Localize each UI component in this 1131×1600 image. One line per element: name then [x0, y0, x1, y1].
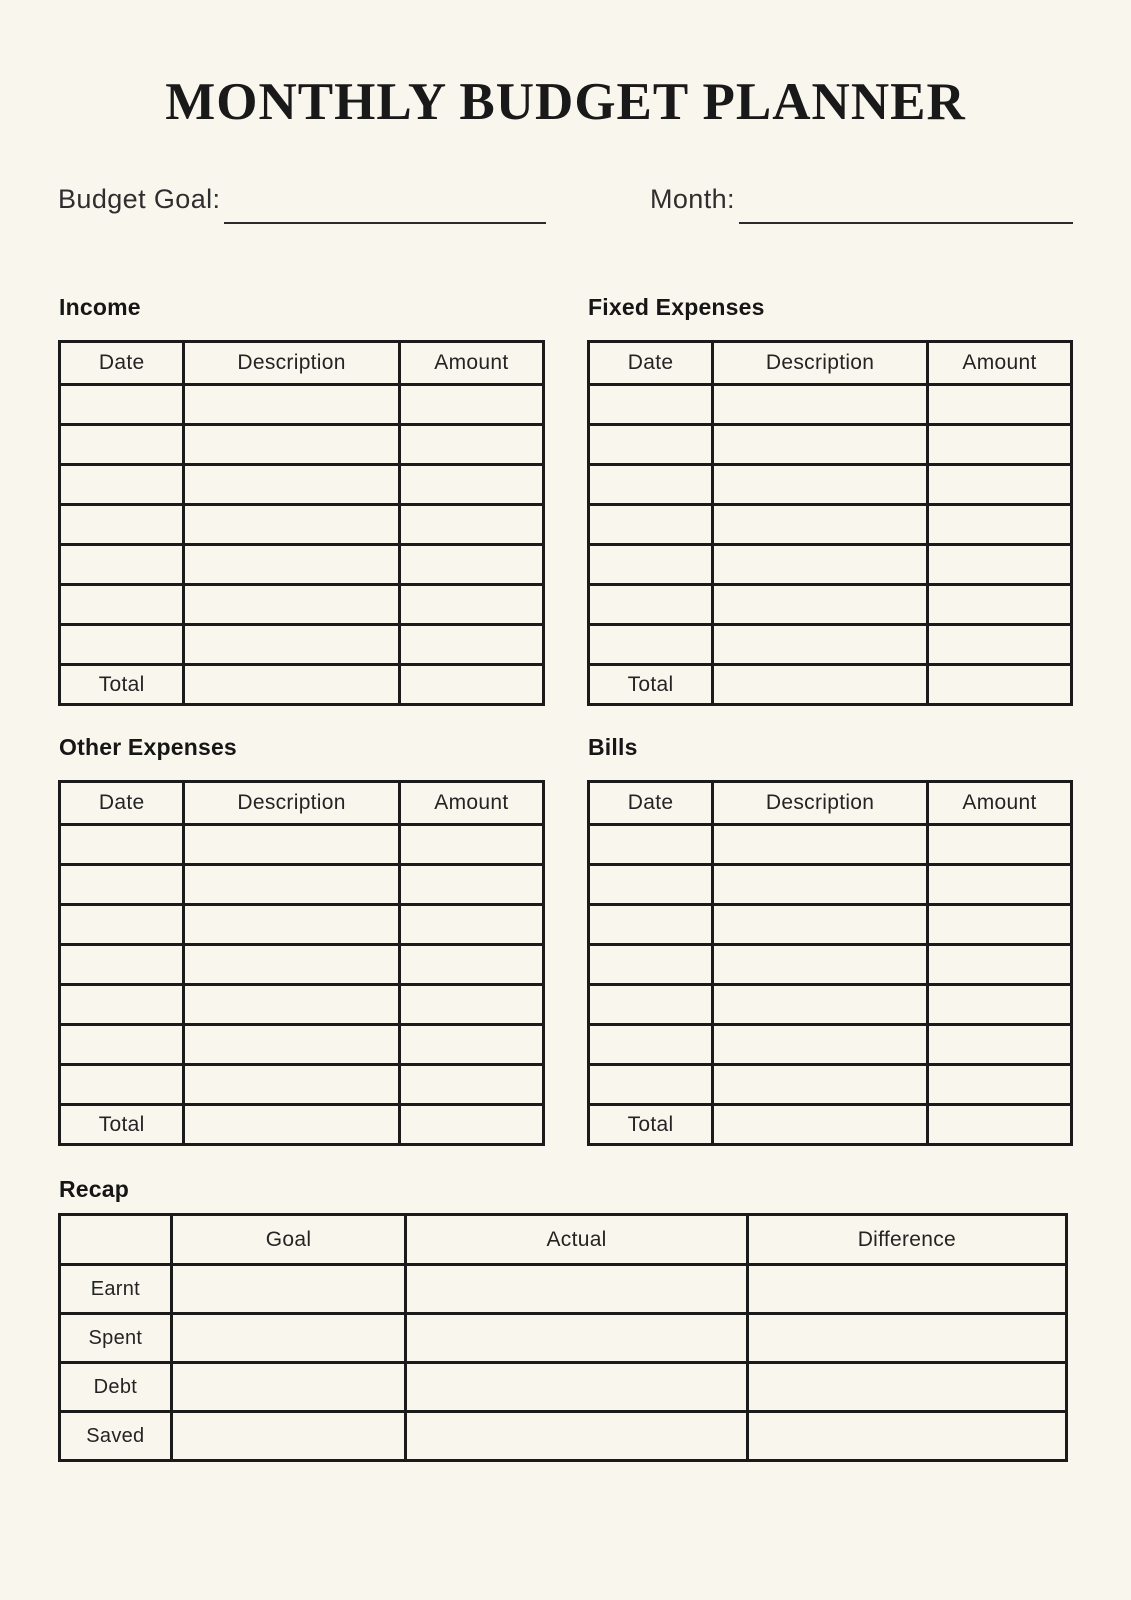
fixed_expenses-total-label: Total: [589, 665, 713, 705]
income-date-cell[interactable]: [60, 465, 184, 505]
fixed_expenses-row: [589, 505, 1072, 545]
ledger-grid: [58, 294, 1073, 1146]
recap-earnt-difference-cell[interactable]: [747, 1265, 1066, 1314]
income-date-cell[interactable]: [60, 585, 184, 625]
income-date-cell[interactable]: [60, 625, 184, 665]
bills-total-label: Total: [589, 1105, 713, 1145]
other_expenses-description-cell[interactable]: [184, 825, 399, 865]
bills-date-cell[interactable]: [589, 1065, 713, 1105]
recap-row-label-spent: Spent: [60, 1314, 172, 1363]
other_expenses-header-row: [60, 782, 544, 825]
bills-row: [589, 905, 1072, 945]
recap-row-earnt: [60, 1265, 1067, 1314]
other_expenses-total-row: [60, 1105, 544, 1145]
income-amount-cell[interactable]: [399, 385, 543, 425]
recap-row-spent: [60, 1314, 1067, 1363]
other_expenses-row: [60, 905, 544, 945]
recap-column-header-difference: Difference: [747, 1215, 1066, 1265]
recap-row-label-saved: Saved: [60, 1412, 172, 1461]
other_expenses-description-cell[interactable]: [184, 1065, 399, 1105]
bills-description-cell[interactable]: [713, 945, 928, 985]
bills-date-cell[interactable]: [589, 865, 713, 905]
income-description-cell[interactable]: [184, 545, 399, 585]
fixed_expenses-amount-cell[interactable]: [928, 625, 1072, 665]
income-date-cell[interactable]: [60, 385, 184, 425]
recap-column-header-goal: Goal: [171, 1215, 406, 1265]
other_expenses-date-cell[interactable]: [60, 905, 184, 945]
income-description-cell[interactable]: [184, 585, 399, 625]
income-amount-cell[interactable]: [399, 425, 543, 465]
bills-description-cell[interactable]: [713, 985, 928, 1025]
bills-section: [587, 734, 1073, 1146]
fixed_expenses-date-cell[interactable]: [589, 425, 713, 465]
income-table: [58, 340, 545, 706]
recap-earnt-actual-cell[interactable]: [406, 1265, 747, 1314]
bills-row: [589, 865, 1072, 905]
bills-total-row: [589, 1105, 1072, 1145]
other_expenses-amount-cell[interactable]: [399, 985, 543, 1025]
bills-description-cell[interactable]: [713, 1065, 928, 1105]
fixed_expenses-column-header-description: Description: [713, 342, 928, 385]
income-row: [60, 385, 544, 425]
other_expenses-total-label: Total: [60, 1105, 184, 1145]
recap-row-label-debt: Debt: [60, 1363, 172, 1412]
bills-column-header-description: Description: [713, 782, 928, 825]
income-header-row: [60, 342, 544, 385]
month-label: Month:: [650, 184, 735, 214]
fixed_expenses-total-row: [589, 665, 1072, 705]
recap-debt-goal-cell[interactable]: [171, 1363, 406, 1412]
bills-column-header-amount: Amount: [928, 782, 1072, 825]
bills-description-cell[interactable]: [713, 825, 928, 865]
bills-row: [589, 1065, 1072, 1105]
other_expenses-row: [60, 1065, 544, 1105]
fixed_expenses-amount-cell[interactable]: [928, 465, 1072, 505]
bills-table: [587, 780, 1073, 1146]
fixed_expenses-row: [589, 585, 1072, 625]
other_expenses-row: [60, 1025, 544, 1065]
bills-column-header-date: Date: [589, 782, 713, 825]
page-title: MONTHLY BUDGET PLANNER: [165, 73, 966, 131]
bills-total-description-cell[interactable]: [713, 1105, 928, 1145]
bills-total-amount-cell[interactable]: [928, 1105, 1072, 1145]
fixed_expenses-date-cell[interactable]: [589, 465, 713, 505]
fixed_expenses-date-cell[interactable]: [589, 585, 713, 625]
bills-date-cell[interactable]: [589, 905, 713, 945]
income-amount-cell[interactable]: [399, 625, 543, 665]
other_expenses-date-cell[interactable]: [60, 985, 184, 1025]
bills-date-cell[interactable]: [589, 985, 713, 1025]
fixed_expenses-amount-cell[interactable]: [928, 545, 1072, 585]
fixed_expenses-description-cell[interactable]: [713, 625, 928, 665]
income-total-row: [60, 665, 544, 705]
fixed_expenses-description-cell[interactable]: [713, 505, 928, 545]
income-column-header-date: Date: [60, 342, 184, 385]
other-expenses-heading: Other Expenses: [59, 734, 237, 760]
income-date-cell[interactable]: [60, 505, 184, 545]
income-column-header-description: Description: [184, 342, 399, 385]
income-amount-cell[interactable]: [399, 505, 543, 545]
bills-amount-cell[interactable]: [928, 945, 1072, 985]
bills-row: [589, 1025, 1072, 1065]
fixed_expenses-description-cell[interactable]: [713, 465, 928, 505]
income-description-cell[interactable]: [184, 505, 399, 545]
fixed_expenses-amount-cell[interactable]: [928, 385, 1072, 425]
other_expenses-row: [60, 945, 544, 985]
income-description-cell[interactable]: [184, 625, 399, 665]
fixed_expenses-header-row: [589, 342, 1072, 385]
other_expenses-description-cell[interactable]: [184, 1025, 399, 1065]
fixed_expenses-amount-cell[interactable]: [928, 505, 1072, 545]
income-row: [60, 505, 544, 545]
income-column-header-amount: Amount: [399, 342, 543, 385]
bills-row: [589, 825, 1072, 865]
income-description-cell[interactable]: [184, 425, 399, 465]
other_expenses-date-cell[interactable]: [60, 825, 184, 865]
recap-column-header-actual: Actual: [406, 1215, 747, 1265]
bills-amount-cell[interactable]: [928, 905, 1072, 945]
fixed_expenses-amount-cell[interactable]: [928, 425, 1072, 465]
budget-goal-input-line[interactable]: [224, 222, 546, 224]
other-expenses-table: [58, 780, 545, 1146]
fixed-expenses-heading: Fixed Expenses: [588, 294, 765, 320]
fixed_expenses-total-description-cell[interactable]: [713, 665, 928, 705]
other_expenses-row: [60, 825, 544, 865]
month-input-line[interactable]: [739, 222, 1073, 224]
fixed_expenses-date-cell[interactable]: [589, 385, 713, 425]
bills-amount-cell[interactable]: [928, 825, 1072, 865]
other_expenses-amount-cell[interactable]: [399, 1025, 543, 1065]
recap-earnt-goal-cell[interactable]: [171, 1265, 406, 1314]
fixed-expenses-table: [587, 340, 1073, 706]
other_expenses-description-cell[interactable]: [184, 905, 399, 945]
recap-table: [58, 1213, 1068, 1462]
recap-debt-difference-cell[interactable]: [747, 1363, 1066, 1412]
income-row: [60, 585, 544, 625]
other_expenses-amount-cell[interactable]: [399, 865, 543, 905]
recap-row-saved: [60, 1412, 1067, 1461]
bills-date-cell[interactable]: [589, 825, 713, 865]
other_expenses-description-cell[interactable]: [184, 945, 399, 985]
recap-saved-actual-cell[interactable]: [406, 1412, 747, 1461]
bills-date-cell[interactable]: [589, 1025, 713, 1065]
income-date-cell[interactable]: [60, 545, 184, 585]
fixed_expenses-row: [589, 545, 1072, 585]
other_expenses-amount-cell[interactable]: [399, 945, 543, 985]
bills-row: [589, 945, 1072, 985]
other_expenses-date-cell[interactable]: [60, 945, 184, 985]
header-fields: [58, 186, 1073, 224]
income-row: [60, 625, 544, 665]
bills-heading: Bills: [588, 734, 638, 760]
fixed_expenses-row: [589, 465, 1072, 505]
fixed_expenses-column-header-date: Date: [589, 342, 713, 385]
fixed_expenses-row: [589, 385, 1072, 425]
fixed_expenses-total-amount-cell[interactable]: [928, 665, 1072, 705]
fixed_expenses-description-cell[interactable]: [713, 545, 928, 585]
income-row: [60, 425, 544, 465]
month-field: [650, 184, 1073, 224]
recap-heading: Recap: [59, 1176, 130, 1202]
other_expenses-amount-cell[interactable]: [399, 1065, 543, 1105]
bills-description-cell[interactable]: [713, 865, 928, 905]
income-description-cell[interactable]: [184, 465, 399, 505]
bills-amount-cell[interactable]: [928, 1025, 1072, 1065]
income-total-label: Total: [60, 665, 184, 705]
recap-row-debt: [60, 1363, 1067, 1412]
other_expenses-amount-cell[interactable]: [399, 905, 543, 945]
recap-debt-actual-cell[interactable]: [406, 1363, 747, 1412]
fixed_expenses-description-cell[interactable]: [713, 425, 928, 465]
income-section: [58, 294, 545, 706]
income-row: [60, 545, 544, 585]
fixed_expenses-date-cell[interactable]: [589, 545, 713, 585]
recap-saved-difference-cell[interactable]: [747, 1412, 1066, 1461]
recap-corner-cell: [60, 1215, 172, 1265]
recap-row-label-earnt: Earnt: [60, 1265, 172, 1314]
other_expenses-column-header-description: Description: [184, 782, 399, 825]
income-row: [60, 465, 544, 505]
income-amount-cell[interactable]: [399, 585, 543, 625]
other_expenses-description-cell[interactable]: [184, 985, 399, 1025]
recap-spent-difference-cell[interactable]: [747, 1314, 1066, 1363]
income-amount-cell[interactable]: [399, 545, 543, 585]
income-total-amount-cell[interactable]: [399, 665, 543, 705]
bills-description-cell[interactable]: [713, 905, 928, 945]
other_expenses-date-cell[interactable]: [60, 1065, 184, 1105]
recap-saved-goal-cell[interactable]: [171, 1412, 406, 1461]
other_expenses-row: [60, 865, 544, 905]
recap-spent-goal-cell[interactable]: [171, 1314, 406, 1363]
fixed_expenses-amount-cell[interactable]: [928, 585, 1072, 625]
recap-section: [58, 1176, 1073, 1462]
other_expenses-date-cell[interactable]: [60, 1025, 184, 1065]
bills-description-cell[interactable]: [713, 1025, 928, 1065]
fixed_expenses-date-cell[interactable]: [589, 505, 713, 545]
bills-date-cell[interactable]: [589, 945, 713, 985]
recap-header-row: [60, 1215, 1067, 1265]
bills-header-row: [589, 782, 1072, 825]
other_expenses-amount-cell[interactable]: [399, 825, 543, 865]
fixed-expenses-section: [587, 294, 1073, 706]
fixed_expenses-row: [589, 625, 1072, 665]
other_expenses-row: [60, 985, 544, 1025]
budget-goal-label: Budget Goal:: [58, 184, 221, 214]
bills-amount-cell[interactable]: [928, 865, 1072, 905]
other-expenses-section: [58, 734, 545, 1146]
income-date-cell[interactable]: [60, 425, 184, 465]
income-heading: Income: [59, 294, 141, 320]
other_expenses-column-header-amount: Amount: [399, 782, 543, 825]
fixed_expenses-date-cell[interactable]: [589, 625, 713, 665]
fixed_expenses-description-cell[interactable]: [713, 585, 928, 625]
bills-row: [589, 985, 1072, 1025]
fixed_expenses-row: [589, 425, 1072, 465]
income-total-description-cell[interactable]: [184, 665, 399, 705]
income-amount-cell[interactable]: [399, 465, 543, 505]
other_expenses-date-cell[interactable]: [60, 865, 184, 905]
other_expenses-total-amount-cell[interactable]: [399, 1105, 543, 1145]
income-description-cell[interactable]: [184, 385, 399, 425]
other_expenses-column-header-date: Date: [60, 782, 184, 825]
other_expenses-total-description-cell[interactable]: [184, 1105, 399, 1145]
bills-amount-cell[interactable]: [928, 1065, 1072, 1105]
fixed_expenses-description-cell[interactable]: [713, 385, 928, 425]
budget-goal-field: [58, 184, 546, 224]
recap-spent-actual-cell[interactable]: [406, 1314, 747, 1363]
other_expenses-description-cell[interactable]: [184, 865, 399, 905]
bills-amount-cell[interactable]: [928, 985, 1072, 1025]
fixed_expenses-column-header-amount: Amount: [928, 342, 1072, 385]
